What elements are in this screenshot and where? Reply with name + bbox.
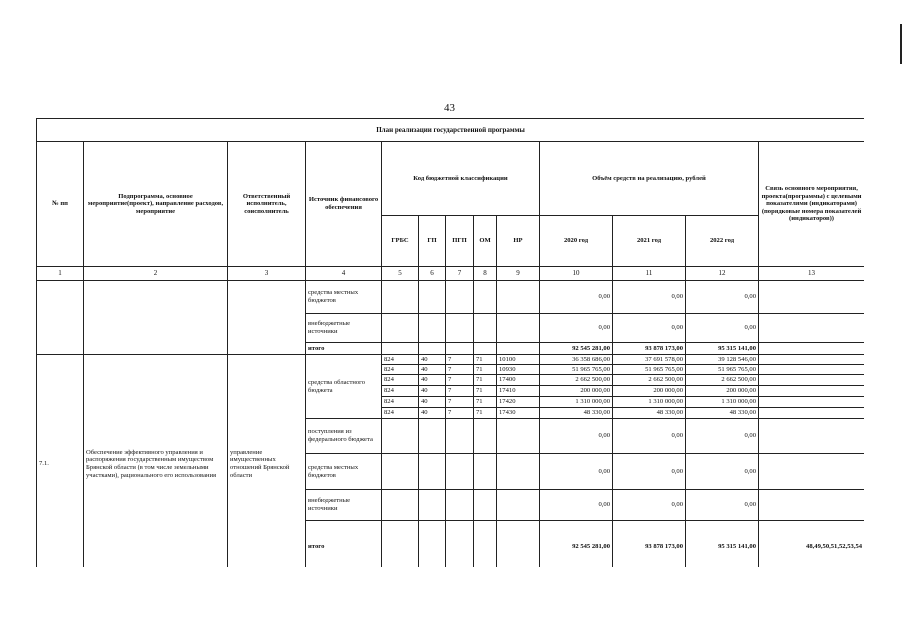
column-number: 8 — [474, 267, 497, 281]
link-cell — [759, 314, 865, 343]
code-om: 71 — [474, 397, 497, 408]
value-2020: 200 000,00 — [540, 386, 613, 397]
header-gp: ГП — [419, 216, 446, 267]
link-cell — [759, 408, 865, 419]
code-gp: 40 — [419, 355, 446, 365]
code-cell — [446, 490, 474, 521]
value-2020: 0,00 — [540, 281, 613, 314]
code-grbs: 824 — [382, 375, 419, 386]
code-cell — [446, 281, 474, 314]
link-cell — [759, 365, 865, 375]
column-number: 2 — [84, 267, 228, 281]
source-cell: поступления из федерального бюджета — [306, 419, 382, 454]
code-pgp: 7 — [446, 397, 474, 408]
total-2022: 95 315 141,00 — [686, 521, 759, 568]
value-2022: 39 128 546,00 — [686, 355, 759, 365]
value-2020: 48 330,00 — [540, 408, 613, 419]
code-cell — [446, 454, 474, 490]
page-number: 43 — [444, 102, 455, 114]
value-2021: 1 310 000,00 — [613, 397, 686, 408]
link-cell — [759, 419, 865, 454]
code-nr: 10100 — [497, 355, 540, 365]
header-2022: 2022 год — [686, 216, 759, 267]
value-2022: 51 965 765,00 — [686, 365, 759, 375]
value-2022: 0,00 — [686, 454, 759, 490]
code-om: 71 — [474, 365, 497, 375]
code-nr: 17420 — [497, 397, 540, 408]
source-cell: средства местных бюджетов — [306, 454, 382, 490]
header-2020: 2020 год — [540, 216, 613, 267]
column-number: 13 — [759, 267, 865, 281]
link-cell — [759, 397, 865, 408]
code-grbs: 824 — [382, 397, 419, 408]
code-cell — [446, 521, 474, 568]
code-gp: 40 — [419, 386, 446, 397]
link-cell — [759, 386, 865, 397]
source-cell: итого — [306, 343, 382, 355]
table-row — [37, 281, 865, 314]
code-om: 71 — [474, 408, 497, 419]
code-cell — [382, 343, 419, 355]
code-pgp: 7 — [446, 375, 474, 386]
code-cell — [419, 281, 446, 314]
prev-responsible-cell — [228, 281, 306, 355]
value-2020: 2 662 500,00 — [540, 375, 613, 386]
column-number: 3 — [228, 267, 306, 281]
code-cell — [497, 521, 540, 568]
code-pgp: 7 — [446, 408, 474, 419]
total-2020: 92 545 281,00 — [540, 343, 613, 355]
value-2021: 0,00 — [613, 454, 686, 490]
code-grbs: 824 — [382, 386, 419, 397]
source-cell: итого — [306, 521, 382, 568]
value-2020: 36 358 686,00 — [540, 355, 613, 365]
code-nr: 17430 — [497, 408, 540, 419]
value-2022: 48 330,00 — [686, 408, 759, 419]
header-num: № пп — [37, 142, 84, 267]
column-number: 10 — [540, 267, 613, 281]
code-cell — [382, 490, 419, 521]
header-volume: Объём средств на реализацию, рублей — [540, 142, 759, 216]
code-pgp: 7 — [446, 355, 474, 365]
item-regional-source: средства областного бюджета — [306, 355, 382, 419]
header-name: Подпрограмма, основное мероприятие(проект), направление расходов, мероприятие — [84, 142, 228, 267]
header-budget-code: Код бюджетной классификации — [382, 142, 540, 216]
code-cell — [419, 454, 446, 490]
total-2021: 93 878 173,00 — [613, 521, 686, 568]
code-grbs: 824 — [382, 355, 419, 365]
link-cell — [759, 281, 865, 314]
source-cell: средства местных бюджетов — [306, 281, 382, 314]
source-cell: внебюджетные источники — [306, 314, 382, 343]
code-cell — [497, 343, 540, 355]
value-2020: 0,00 — [540, 419, 613, 454]
code-cell — [419, 343, 446, 355]
total-2020: 92 545 281,00 — [540, 521, 613, 568]
column-number: 11 — [613, 267, 686, 281]
code-cell — [497, 490, 540, 521]
code-cell — [497, 419, 540, 454]
header-nr: НР — [497, 216, 540, 267]
header-source: Источник финансового обеспечения — [306, 142, 382, 267]
source-cell: внебюджетные источники — [306, 490, 382, 521]
code-cell — [474, 490, 497, 521]
value-2021: 0,00 — [613, 490, 686, 521]
code-cell — [474, 419, 497, 454]
code-cell — [474, 454, 497, 490]
code-cell — [382, 281, 419, 314]
code-cell — [419, 314, 446, 343]
value-2022: 0,00 — [686, 314, 759, 343]
value-2020: 0,00 — [540, 490, 613, 521]
code-cell — [382, 419, 419, 454]
code-om: 71 — [474, 386, 497, 397]
header-responsible: Ответственный исполнитель, соисполнитель — [228, 142, 306, 267]
value-2021: 48 330,00 — [613, 408, 686, 419]
code-nr: 17410 — [497, 386, 540, 397]
value-2022: 2 662 500,00 — [686, 375, 759, 386]
table-title: План реализации государственной программы — [37, 119, 865, 142]
header-grbs: ГРБС — [382, 216, 419, 267]
plan-table — [36, 118, 864, 567]
column-number: 7 — [446, 267, 474, 281]
total-2022: 95 315 141,00 — [686, 343, 759, 355]
code-cell — [419, 490, 446, 521]
code-nr: 17400 — [497, 375, 540, 386]
code-cell — [497, 281, 540, 314]
code-cell — [474, 314, 497, 343]
code-pgp: 7 — [446, 386, 474, 397]
prev-num-cell — [37, 281, 84, 355]
column-number: 9 — [497, 267, 540, 281]
value-2020: 51 965 765,00 — [540, 365, 613, 375]
value-2022: 0,00 — [686, 490, 759, 521]
value-2022: 0,00 — [686, 281, 759, 314]
value-2022: 200 000,00 — [686, 386, 759, 397]
code-cell — [446, 419, 474, 454]
code-cell — [474, 281, 497, 314]
value-2021: 200 000,00 — [613, 386, 686, 397]
code-cell — [474, 343, 497, 355]
code-nr: 10930 — [497, 365, 540, 375]
header-pgp: ПГП — [446, 216, 474, 267]
code-cell — [382, 454, 419, 490]
code-cell — [497, 314, 540, 343]
link-cell — [759, 490, 865, 521]
column-number: 12 — [686, 267, 759, 281]
code-grbs: 824 — [382, 365, 419, 375]
value-2020: 0,00 — [540, 314, 613, 343]
item-responsible: управление имущественных отношений Брянской области — [228, 355, 306, 568]
code-cell — [419, 521, 446, 568]
column-number: 1 — [37, 267, 84, 281]
code-gp: 40 — [419, 397, 446, 408]
scan-edge-mark — [900, 24, 902, 64]
link-cell — [759, 454, 865, 490]
column-numbers-row — [37, 267, 865, 281]
value-2021: 2 662 500,00 — [613, 375, 686, 386]
value-2020: 0,00 — [540, 454, 613, 490]
code-gp: 40 — [419, 375, 446, 386]
value-2021: 0,00 — [613, 314, 686, 343]
value-2020: 1 310 000,00 — [540, 397, 613, 408]
total-2021: 93 878 173,00 — [613, 343, 686, 355]
code-gp: 40 — [419, 408, 446, 419]
value-2021: 0,00 — [613, 419, 686, 454]
column-number: 5 — [382, 267, 419, 281]
code-cell — [474, 521, 497, 568]
link-cell — [759, 375, 865, 386]
header-om: ОМ — [474, 216, 497, 267]
header-2021: 2021 год — [613, 216, 686, 267]
value-2021: 0,00 — [613, 281, 686, 314]
item-name: Обеспечение эффективного управления и распоряжения государственным имуществом Брянской области (в том числе земельными участками), рационального его использования — [84, 355, 228, 568]
code-cell — [382, 521, 419, 568]
code-cell — [382, 314, 419, 343]
code-cell — [446, 343, 474, 355]
code-gp: 40 — [419, 365, 446, 375]
plan-table-container — [36, 118, 864, 567]
code-pgp: 7 — [446, 365, 474, 375]
code-om: 71 — [474, 375, 497, 386]
value-2022: 0,00 — [686, 419, 759, 454]
code-cell — [419, 419, 446, 454]
prev-name-cell — [84, 281, 228, 355]
item-num: 7.1. — [37, 355, 84, 568]
indicator-links: 48,49,50,51,52,53,54 — [759, 521, 865, 568]
header-link: Связь основного мероприятия, проекта(программы) с целевыми показателями (индикаторами) (порядковые номера показателей (индикаторов)) — [759, 142, 865, 267]
code-om: 71 — [474, 355, 497, 365]
code-cell — [497, 454, 540, 490]
table-row — [37, 355, 865, 365]
column-number: 6 — [419, 267, 446, 281]
value-2022: 1 310 000,00 — [686, 397, 759, 408]
link-cell — [759, 355, 865, 365]
link-cell — [759, 343, 865, 355]
code-cell — [446, 314, 474, 343]
value-2021: 37 691 578,00 — [613, 355, 686, 365]
code-grbs: 824 — [382, 408, 419, 419]
column-number: 4 — [306, 267, 382, 281]
value-2021: 51 965 765,00 — [613, 365, 686, 375]
